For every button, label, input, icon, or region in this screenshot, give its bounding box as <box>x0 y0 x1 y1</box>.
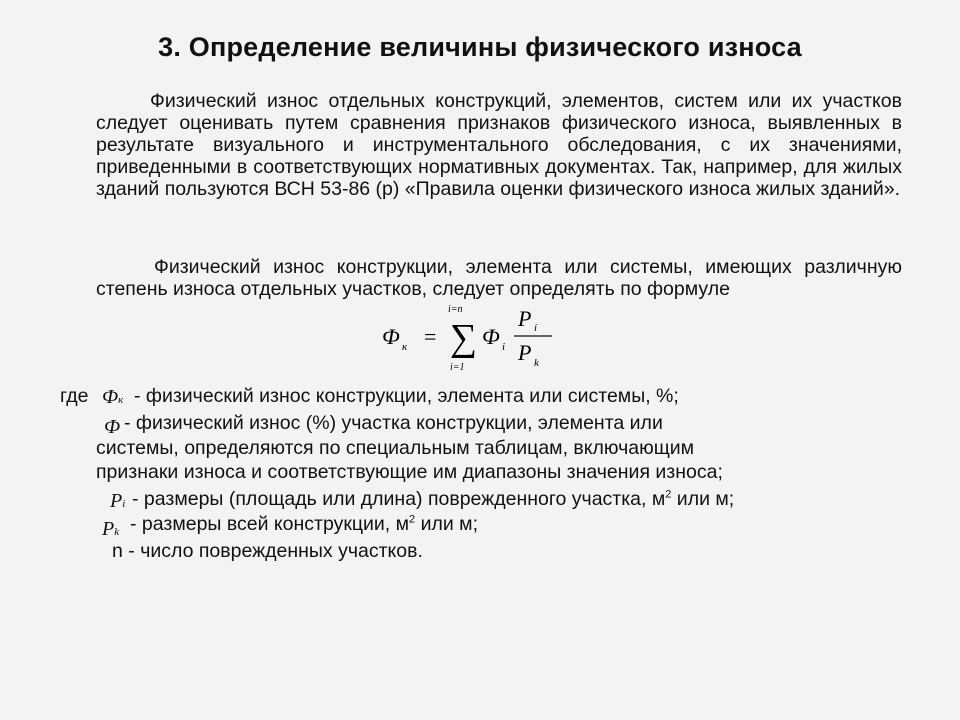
def4-text: - размеры всей конструкции, $м^2$ или м; <box>130 513 478 535</box>
def1-text: - физический износ конструкции, элемента или системы, %; <box>134 385 679 407</box>
paragraph-1: Физический износ отдельных конструкций, элементов, систем или их участков следует оценивать путем сравнения признаков физического износа, выявленных в результате визуального и инструментального обследования, с их значениями, приведенными в соответствующих нормативных документах. Так, например, для жилых зданий пользуются ВСН 53-86 (р) «Правила оценки физического износа жилых зданий». <box>96 90 902 200</box>
formula-equals-sign: = <box>424 324 437 349</box>
formula-sum-upper: i=n <box>448 304 463 315</box>
formula-lhs-subscript: к <box>402 341 408 353</box>
paragraph-2: Физический износ конструкции, элемента или системы, имеющих различную степень износа отдельных участков, следует определять по формуле <box>96 256 902 300</box>
def2-line3: признаки износа и соответствующие им диапазоны значения износа; <box>96 461 723 483</box>
def4-symbol: Pk <box>102 518 120 540</box>
formula-sum-lower: i=1 <box>450 362 465 373</box>
def3-symbol: Pi <box>110 490 126 512</box>
formula-denominator-subscript: k <box>534 357 539 369</box>
slide-title: 3. Определение величины физического износа <box>158 32 802 62</box>
formula-numerator: P <box>518 306 532 331</box>
def5-text: n - число поврежденных участков. <box>112 540 423 562</box>
formula-numerator-subscript: i <box>534 322 538 334</box>
def1-symbol: Фк <box>102 386 124 408</box>
def2-line1: - физический износ (%) участка конструкции, элемента или <box>124 412 663 434</box>
def2-line2: системы, определяются по специальным таблицам, включающим <box>96 437 695 459</box>
formula-sum-sign: ∑ <box>450 317 478 359</box>
formula-lhs-symbol: Ф <box>382 324 400 349</box>
def2-symbol: Ф <box>104 416 121 438</box>
formula-denominator: P <box>518 340 532 365</box>
def3-text: - размеры (площадь или длина) поврежденного участка, $м^2$ или м; <box>132 488 735 510</box>
definitions-prefix: где <box>60 385 89 407</box>
formula-term-symbol: Ф <box>482 324 500 349</box>
formula-term-subscript: i <box>502 341 506 353</box>
